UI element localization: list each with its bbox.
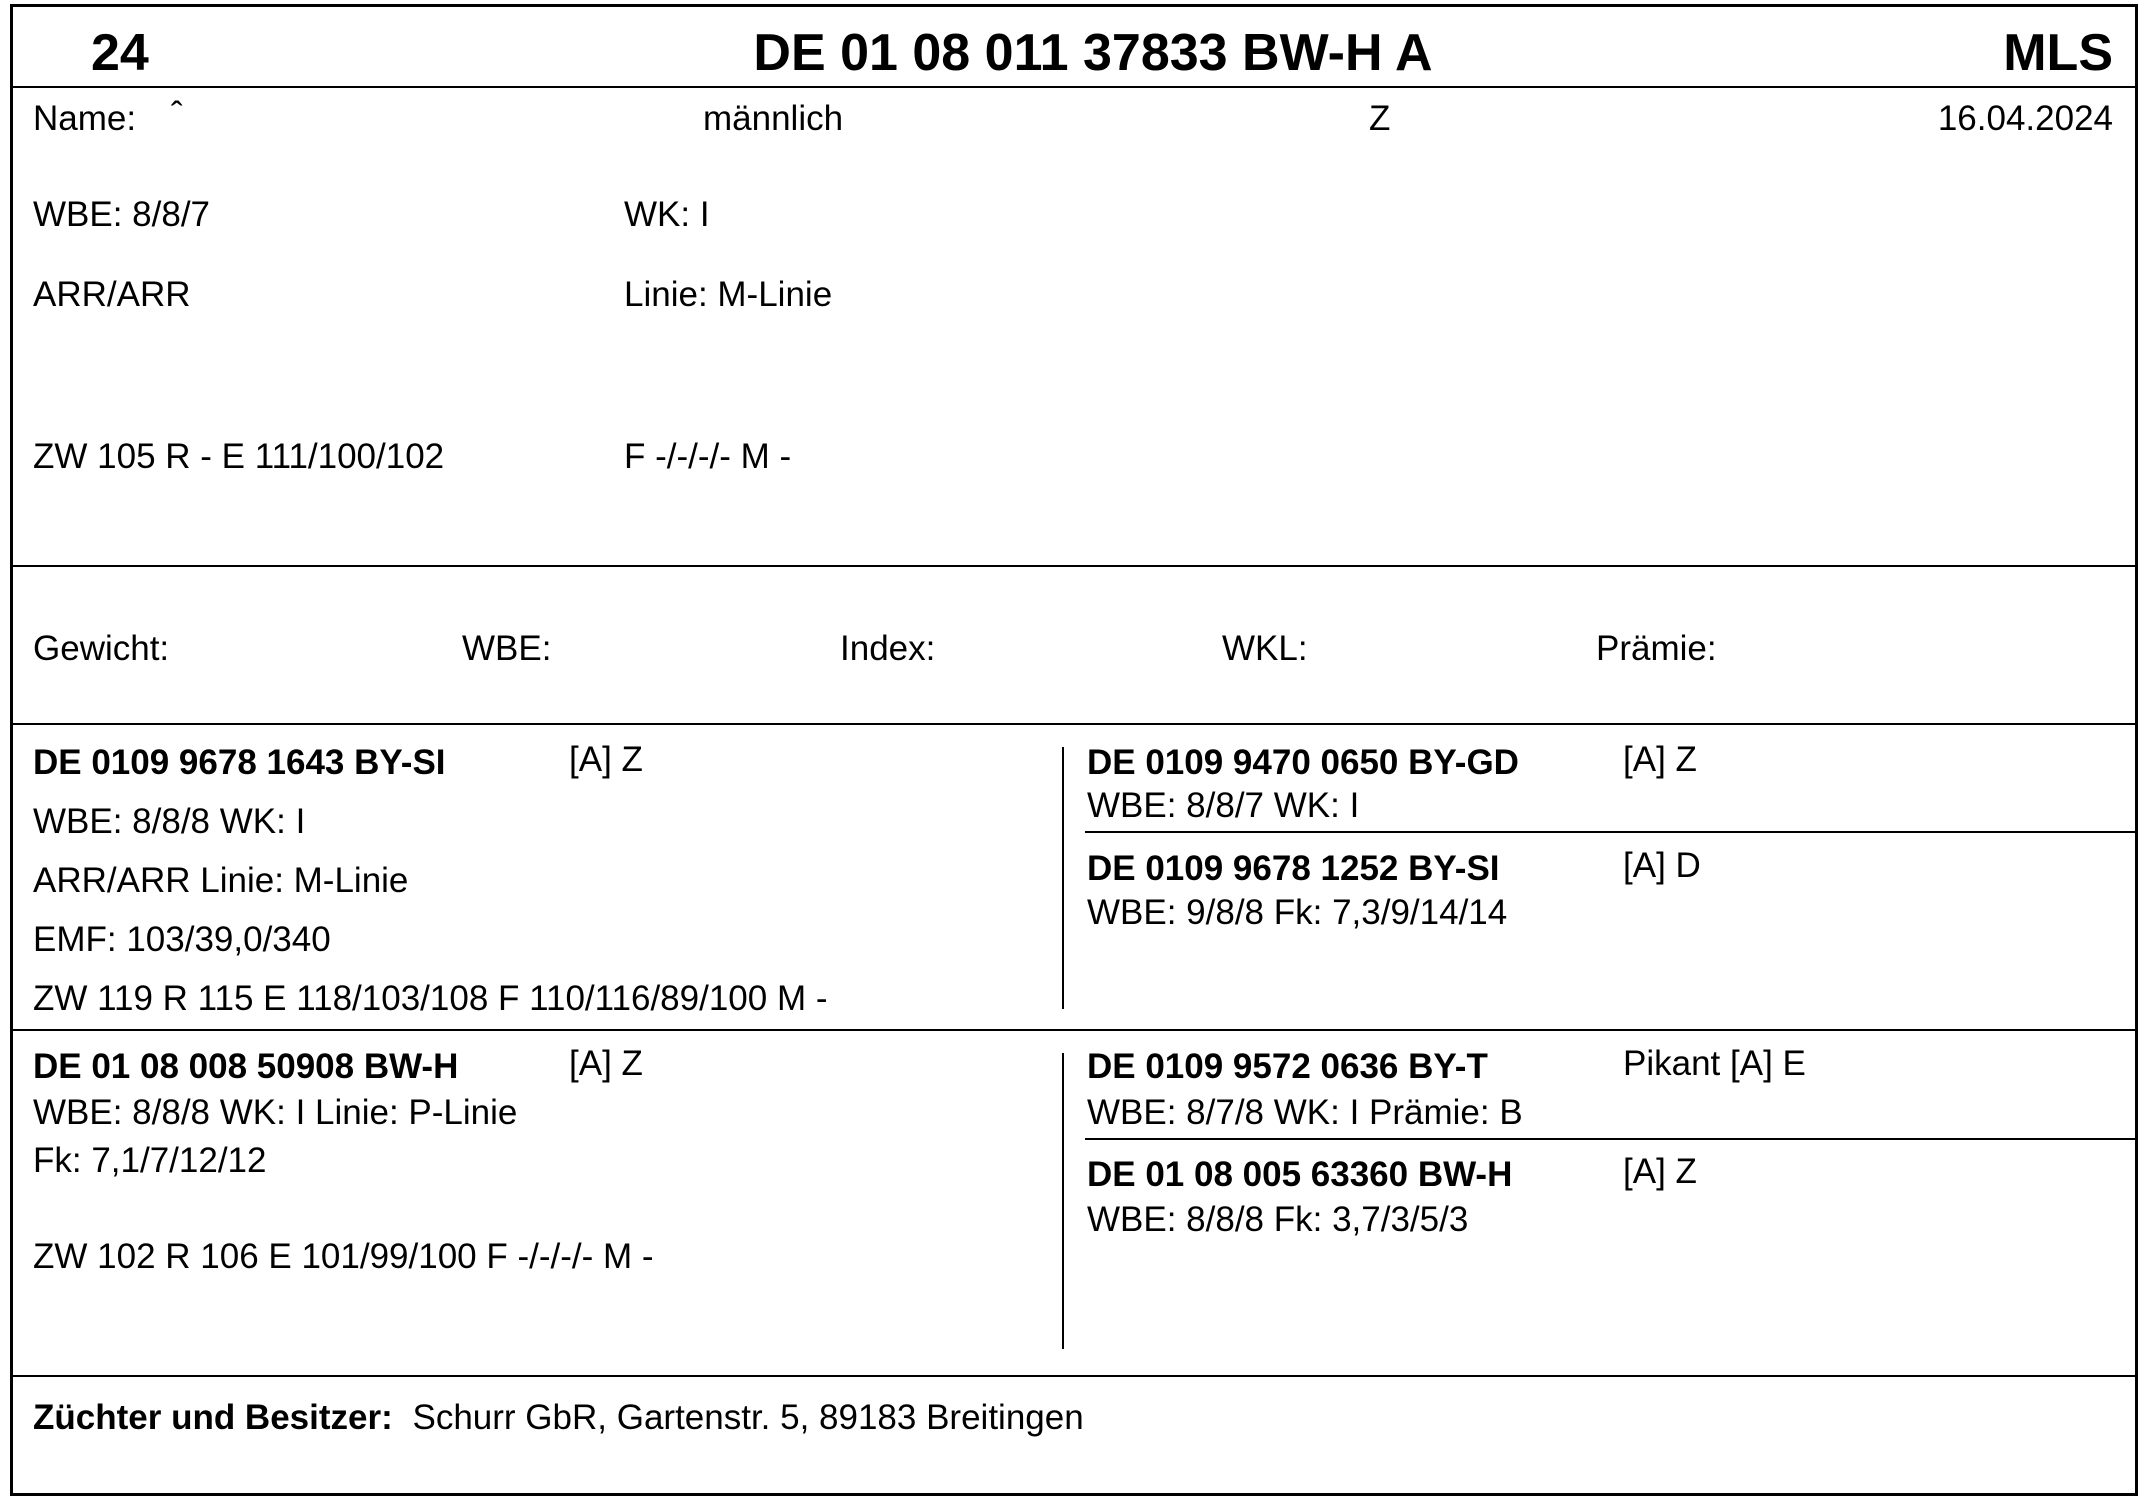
dam-line: Fk: 7,1/7/12/12	[33, 1141, 267, 1180]
sex: männlich	[703, 99, 844, 138]
praemie-label: Prämie:	[1596, 629, 1717, 668]
sire-id: DE 0109 9678 1643 BY-SI	[33, 743, 446, 782]
breeding-values: ZW 105 R - E 111/100/102	[33, 437, 445, 476]
sire-dam-id: DE 0109 9678 1252 BY-SI	[1087, 849, 1500, 888]
wk-value: WK: I	[624, 195, 710, 234]
breeder-owner-label: Züchter und Besitzer:	[33, 1398, 393, 1437]
animal-id: DE 01 08 011 37833 BW-H A	[753, 24, 1433, 82]
sire-sire-tag: [A] Z	[1623, 740, 1697, 779]
dam-sire-id: DE 0109 9572 0636 BY-T	[1087, 1047, 1488, 1086]
dam-dam-id: DE 01 08 005 63360 BW-H	[1087, 1155, 1513, 1194]
sire-line: ARR/ARR Linie: M-Linie	[33, 861, 409, 900]
divider	[1085, 831, 2135, 833]
sire-line: EMF: 103/39,0/340	[33, 920, 331, 959]
arr-value: ARR/ARR	[33, 275, 191, 314]
sire-line: WBE: 8/8/8 WK: I	[33, 802, 306, 841]
dam-sire-line: WBE: 8/7/8 WK: I Prämie: B	[1087, 1093, 1523, 1132]
wkl-label: WKL:	[1222, 629, 1308, 668]
column-divider	[1062, 747, 1064, 1009]
dam-line: ZW 102 R 106 E 101/99/100 F -/-/-/- M -	[33, 1237, 654, 1276]
mark: Z	[1369, 99, 1391, 138]
divider	[13, 1029, 2135, 1031]
f-value: F -/-/-/- M -	[624, 437, 792, 476]
linie-value: Linie: M-Linie	[624, 275, 833, 314]
column-divider	[1062, 1053, 1064, 1349]
name-label: Name:	[33, 99, 137, 138]
pedigree-card	[10, 4, 2138, 1496]
sire-tag: [A] Z	[569, 740, 643, 779]
name-value: ˆ	[171, 95, 183, 134]
sire-dam-line: WBE: 9/8/8 Fk: 7,3/9/14/14	[1087, 893, 1508, 932]
dam-dam-line: WBE: 8/8/8 Fk: 3,7/3/5/3	[1087, 1200, 1469, 1239]
divider	[13, 565, 2135, 567]
divider	[13, 86, 2135, 88]
divider	[13, 1375, 2135, 1377]
index-label: Index:	[840, 629, 936, 668]
dam-dam-tag: [A] Z	[1623, 1152, 1697, 1191]
date: 16.04.2024	[1937, 99, 2113, 138]
breeder-owner-value: Schurr GbR, Gartenstr. 5, 89183 Breitingen	[412, 1398, 1084, 1437]
divider	[1085, 1138, 2135, 1140]
sire-sire-id: DE 0109 9470 0650 BY-GD	[1087, 743, 1519, 782]
dam-line: WBE: 8/8/8 WK: I Linie: P-Linie	[33, 1093, 518, 1132]
breed-code: MLS	[2003, 24, 2113, 82]
sire-dam-tag: [A] D	[1623, 846, 1701, 885]
dam-tag: [A] Z	[569, 1044, 643, 1083]
dam-id: DE 01 08 008 50908 BW-H	[33, 1047, 459, 1086]
catalog-number: 24	[91, 24, 149, 82]
wbe-value: WBE: 8/8/7	[33, 195, 211, 234]
divider	[13, 723, 2135, 725]
wbe-label: WBE:	[462, 629, 552, 668]
gewicht-label: Gewicht:	[33, 629, 170, 668]
dam-sire-tag: Pikant [A] E	[1623, 1044, 1806, 1083]
breeder-owner	[33, 1398, 1084, 1438]
sire-line: ZW 119 R 115 E 118/103/108 F 110/116/89/100 M -	[33, 979, 828, 1018]
sire-sire-line: WBE: 8/8/7 WK: I	[1087, 786, 1360, 825]
